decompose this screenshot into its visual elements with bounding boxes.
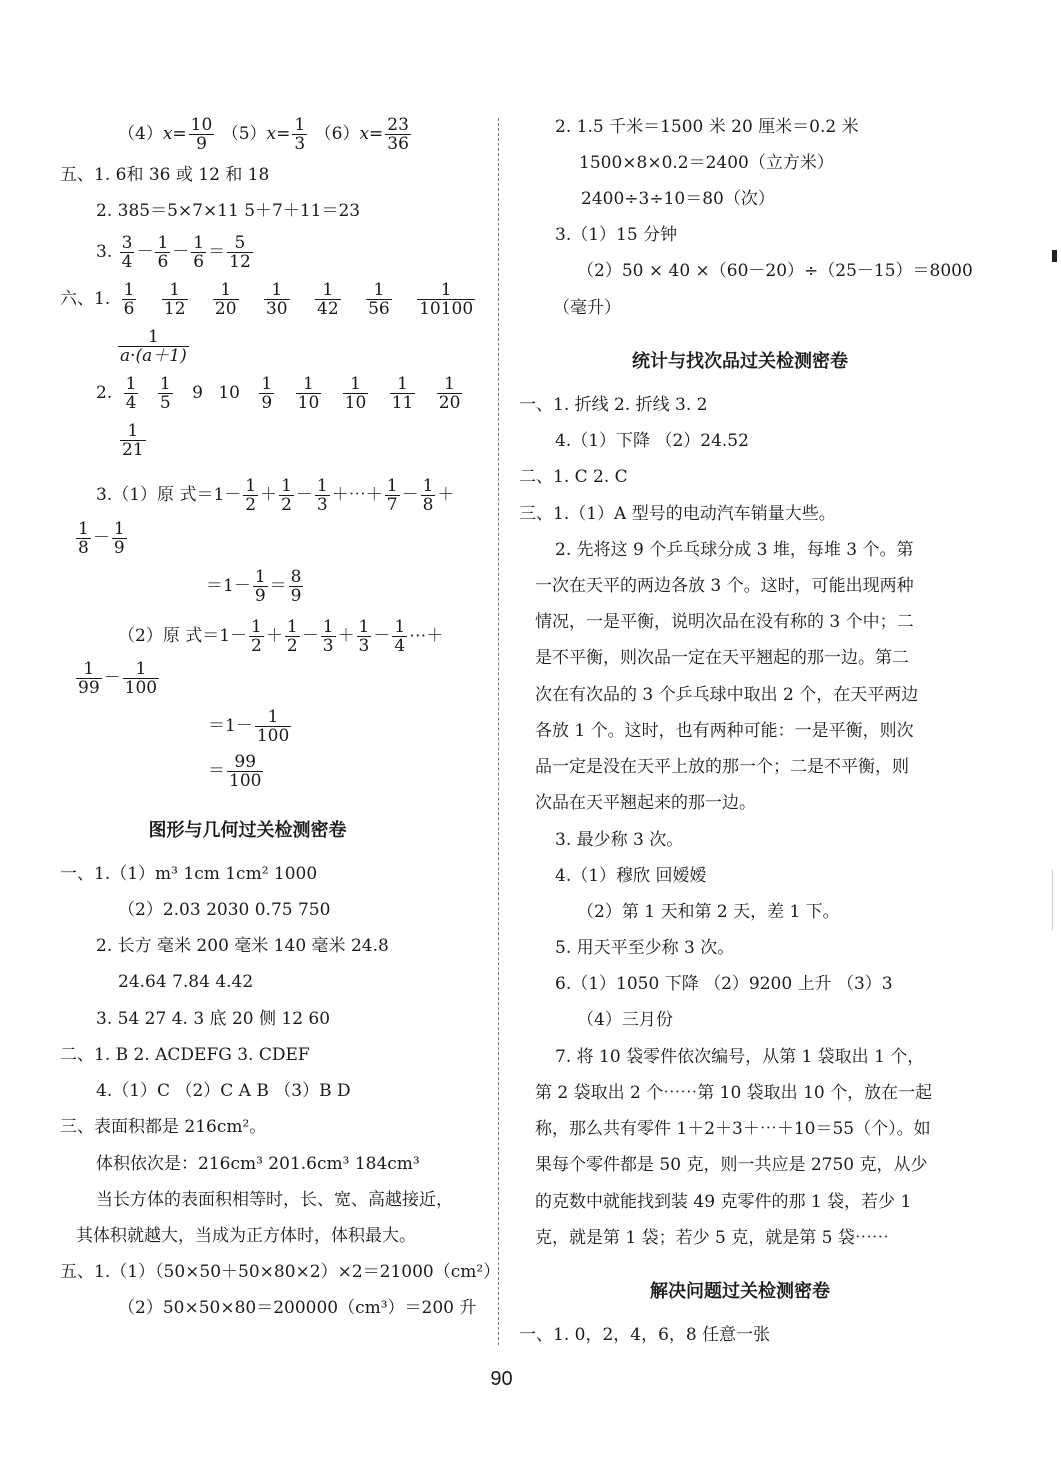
answer-line: 情况，一是平衡，说明次品在没有称的 3 个中；二 — [535, 612, 914, 632]
answer-line: 二、1. C 2. C — [519, 467, 628, 487]
answer-line: 第 2 袋取出 2 个⋯⋯第 10 袋取出 10 个，放在一起 — [535, 1083, 933, 1103]
answer-line: （2）原 式＝1－ $\frac{1}{2}$ ＋ $\frac{1}{2}$ － $\frac{1}{3}$ ＋ $\frac{1}{3}$ － $\frac{1}{4}$ ⋯＋ — [118, 617, 444, 656]
page-number: 90 — [490, 1368, 513, 1390]
answer-line: 的克数中就能找到装 49 克零件的那 1 袋，若少 1 — [535, 1192, 912, 1212]
section-title: 统计与找次品过关检测密卷 — [632, 351, 848, 372]
page-edge — [1052, 870, 1061, 930]
section-title: 图形与几何过关检测密卷 — [148, 820, 347, 841]
answer-line: 3. $\frac{3}{4}$ － $\frac{1}{6}$ － $\frac{1}{6}$ ＝ $\frac{5}{12}$ — [96, 233, 251, 272]
answer-line: 二、1. B 2. ACDEFG 3. CDEF — [60, 1045, 310, 1065]
answer-line: ＝1－ $\frac{1}{100}$ — [208, 707, 290, 746]
answer-line: 当长方体的表面积相等时，长、宽、高越接近， — [96, 1190, 453, 1210]
answer-line: （2）第 1 天和第 2 天，差 1 下。 — [577, 902, 840, 922]
answer-line: 7. 将 10 袋零件依次编号，从第 1 袋取出 1 个， — [555, 1047, 925, 1067]
answer-line: 品一定是没在天平上放的那一个；二是不平衡，则 — [535, 757, 909, 777]
answer-line: ＝ $\frac{99}{100}$ — [208, 752, 262, 791]
answer-line: （毫升） — [553, 298, 621, 318]
answer-line: 2. 长方 毫米 200 毫米 140 毫米 24.8 — [96, 936, 389, 956]
answer-line: 次品在天平翘起来的那一边。 — [535, 793, 756, 813]
answer-line: 2400÷3÷10＝80（次） — [581, 189, 775, 209]
answer-line: （2）50×50×80＝200000（cm³）＝200 升 — [118, 1298, 477, 1318]
answer-line: 3. 最少称 3 次。 — [555, 830, 684, 850]
answer-line: （4）x= $\frac{10}{9}$ （5）x= $\frac{1}{3}$ （6）x= $\frac{23}{36}$ — [118, 115, 409, 154]
answer-line: 一次在天平的两边各放 3 个。这时，可能出现两种 — [535, 576, 914, 596]
answer-line: 是不平衡，则次品一定在天平翘起的那一边。第二 — [535, 648, 909, 668]
answer-line: （4）三月份 — [577, 1010, 673, 1030]
answer-line: （2）2.03 2030 0.75 750 — [118, 900, 331, 920]
answer-line: 次在有次品的 3 个乒乓球中取出 2 个，在天平两边 — [535, 685, 919, 705]
answer-line: 称，那么共有零件 1＋2＋3＋⋯＋10＝55（个）。如 — [535, 1119, 931, 1139]
edge-mark — [1052, 250, 1057, 262]
answer-line: 各放 1 个。这时，也有两种可能：一是平衡，则次 — [535, 721, 914, 741]
answer-line: 克，就是第 1 袋；若少 5 克，就是第 5 袋⋯⋯ — [535, 1228, 889, 1248]
answer-line: 三、表面积都是 216cm²。 — [60, 1117, 267, 1137]
answer-line: 体积依次是：216cm³ 201.6cm³ 184cm³ — [96, 1154, 420, 1174]
answer-line: （2）50 × 40 ×（60－20）÷（25－15）＝8000 — [577, 261, 973, 281]
fraction: $\frac{23}{36}$ — [387, 115, 409, 154]
answer-line: 4.（1）下降 （2）24.52 — [555, 431, 749, 451]
answer-line: 4.（1）C （2）C A B （3）B D — [96, 1081, 351, 1101]
answer-line: 一、1.（1）m³ 1cm 1cm² 1000 — [60, 864, 318, 884]
answer-line: 其体积就越大，当成为正方体时，体积最大。 — [76, 1226, 416, 1246]
section-title: 解决问题过关检测密卷 — [650, 1281, 830, 1302]
answer-line: 3.（1）15 分钟 — [555, 225, 678, 245]
answer-line: 24.64 7.84 4.42 — [118, 972, 254, 992]
answer-line: 三、1.（1）A 型号的电动汽车销量大些。 — [519, 504, 836, 524]
answer-line: $\frac{1}{a\cdot(a+1)}$ — [120, 327, 187, 366]
answer-line: ＝1－ $\frac{1}{9}$ ＝ $\frac{8}{9}$ — [206, 567, 302, 606]
answer-line: 5. 用天平至少称 3 次。 — [555, 938, 735, 958]
answer-line: 五、1. 6和 36 或 12 和 18 — [60, 165, 270, 185]
answer-line: $\frac{1}{99}$ － $\frac{1}{100}$ — [78, 659, 158, 698]
fraction: $\frac{10}{9}$ — [190, 115, 213, 154]
column-divider — [498, 118, 499, 1345]
answer-line: 3. 54 27 4. 3 底 20 侧 12 60 — [96, 1009, 331, 1029]
answer-line: 2. 1.5 千米＝1500 米 20 厘米＝0.2 米 — [555, 117, 859, 137]
answer-line: $\frac{1}{21}$ — [122, 421, 144, 460]
answer-line: 6.（1）1050 下降 （2）9200 上升 （3）3 — [555, 974, 893, 994]
answer-line: 2. $\frac{1}{4}$ $\frac{1}{5}$ 9 10 $\frac{1}{9}$ $\frac{1}{10}$ $\frac{1}{10}$ $\frac{1}{11}$ $\frac{1}{20}$ — [96, 374, 461, 413]
answer-line: 果每个零件都是 50 克，则一共应是 2750 克，从少 — [535, 1155, 928, 1175]
answer-line: 2. 385＝5×7×11 5＋7＋11＝23 — [96, 201, 361, 221]
answer-line: 2. 先将这 9 个乒乓球分成 3 堆，每堆 3 个。第 — [555, 540, 914, 560]
answer-line: 五、1.（1）（50×50＋50×80×2）×2＝21000（cm²） — [60, 1262, 501, 1282]
fraction: $\frac{1}{3}$ — [294, 115, 306, 154]
answer-line: 1500×8×0.2＝2400（立方米） — [579, 153, 834, 173]
answer-line: 一、1. 折线 2. 折线 3. 2 — [519, 395, 708, 415]
answer-line: 3.（1）原 式＝1－ $\frac{1}{2}$ ＋ $\frac{1}{2}$ － $\frac{1}{3}$ ＋⋯＋ $\frac{1}{7}$ － $\frac{1}{8}$ ＋ — [96, 476, 455, 515]
answer-line: 一、1. 0，2，4，6，8 任意一张 — [519, 1325, 771, 1345]
answer-line: 4.（1）穆欣 回嫒嫒 — [555, 866, 707, 886]
answer-line: 六、1. $\frac{1}{6}$ $\frac{1}{12}$ $\frac{1}{20}$ $\frac{1}{30}$ $\frac{1}{42}$ $\frac{1}{56}$ $\frac{1}{10100}$ — [60, 280, 474, 319]
answer-line: $\frac{1}{8}$ － $\frac{1}{9}$ — [78, 519, 125, 558]
